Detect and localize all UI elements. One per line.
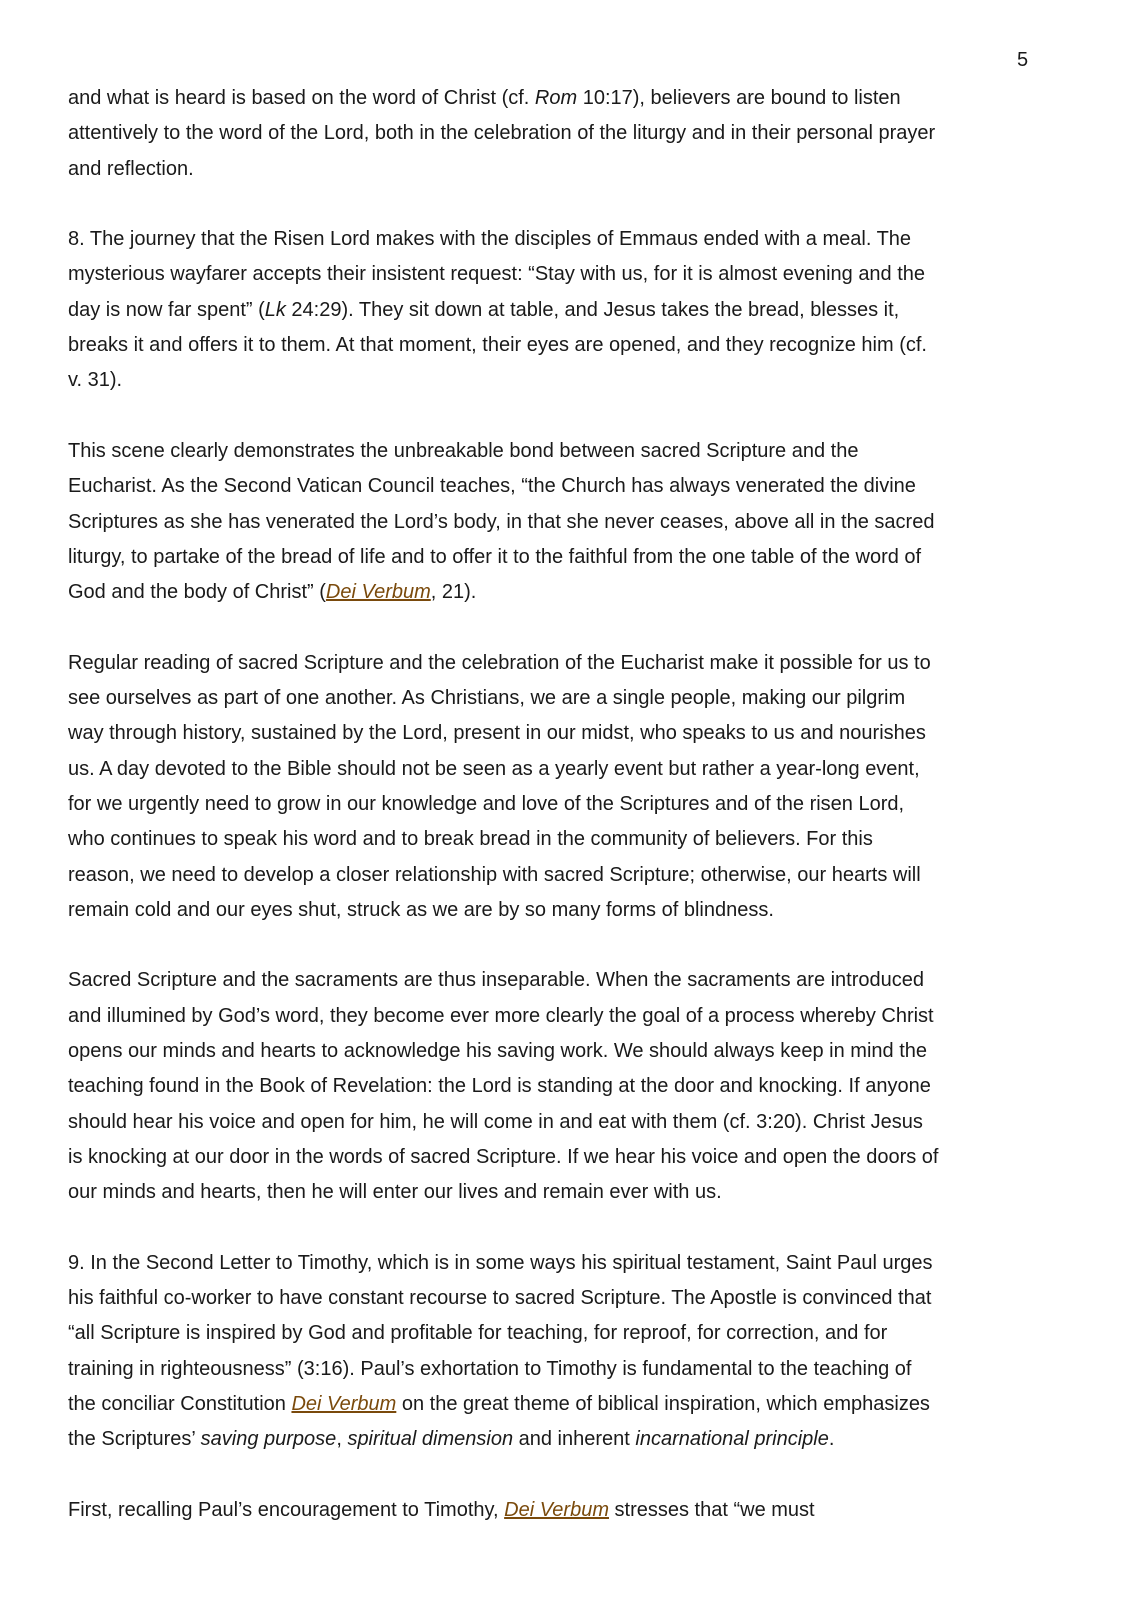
paragraph: Regular reading of sacred Scripture and the celebration of the Eucharist make it possible for us to see ourselves as part of one another. As Christians, we are a single people, making our pilgrim way through history, sustained by the Lord, present in our midst, who speaks to us and nourishes us. A day devoted to the Bible should not be seen as a yearly event but rather a year-long event, for we urgently need to grow in our knowledge and love of the Scriptures and of the risen Lord, who continues to speak his word and to break bread in the community of believers. For this reason, we need to develop a closer relationship with sacred Scripture; otherwise, our hearts will remain cold and our eyes shut, struck as we are by so many forms of blindness. bbox=[68, 651, 931, 921]
text-run: . bbox=[828, 1428, 835, 1451]
text-run: and inherent bbox=[513, 1428, 636, 1451]
paragraph: Sacred Scripture and the sacraments are thus inseparable. When the sacraments are introduced and illumined by God’s word, they become ever more clearly the goal of a process whereby Christ opens our minds and hearts to acknowledge his saving work. We should always keep in mind the teaching found in the Book of Revelation: the Lord is standing at the door and knocking. If anyone should hear his voice and open for him, he will come in and eat with them (cf. 3:20). Christ Jesus is knocking at our door in the words of sacred Scripture. If we hear his voice and open the doors of our minds and hearts, then he will enter our lives and remain ever with us. bbox=[68, 969, 939, 1204]
paragraph bbox=[68, 1493, 1068, 1528]
text-run: on the great theme of biblical inspiration, which emphasizes the Scriptures’ bbox=[68, 1392, 930, 1451]
text-run: First, recalling Paul’s encouragement to Timothy, bbox=[68, 1498, 505, 1521]
text-run: , 21). bbox=[430, 581, 477, 604]
document-body bbox=[68, 81, 1068, 1528]
paragraph bbox=[68, 1246, 1068, 1458]
text-run: 8. The journey that the Risen Lord makes with the disciples of Emmaus ended with a meal. The mysterious wayfarer accepts their insistent request: “Stay with us, for it is almost evening and the day is now far spent” ( bbox=[68, 228, 926, 321]
text-run: stresses that “we must bbox=[608, 1498, 815, 1521]
dei-verbum-link[interactable]: Dei Verbum bbox=[291, 1392, 397, 1415]
page-number: 5 bbox=[1017, 49, 1029, 71]
text-run: 10:17), believers are bound to listen attentively to the word of the Lord, both in the celebration of the liturgy and in their personal prayer and reflection. bbox=[68, 87, 936, 180]
text-run: and what is heard is based on the word of Christ (cf. bbox=[68, 87, 535, 109]
emphasis: saving purpose bbox=[200, 1428, 337, 1451]
paragraph bbox=[68, 434, 1068, 610]
text-run: , bbox=[336, 1428, 348, 1451]
emphasis: incarnational principle bbox=[635, 1428, 829, 1451]
scripture-reference: Rom bbox=[534, 87, 578, 109]
emphasis: spiritual dimension bbox=[347, 1428, 514, 1451]
text-run: 24:29). They sit down at table, and Jesus takes the bread, blesses it, breaks it and offers it to them. At that moment, their eyes are opened, and they recognize him (cf. v. 31). bbox=[68, 298, 927, 392]
paragraph bbox=[68, 222, 1068, 398]
paragraph bbox=[68, 81, 1068, 187]
dei-verbum-link[interactable]: Dei Verbum bbox=[325, 581, 431, 604]
scripture-reference: Lk bbox=[264, 298, 286, 321]
text-run: 9. In the Second Letter to Timothy, which is in some ways his spiritual testament, Saint Paul urges his faithful co-worker to have constant recourse to sacred Scripture. The Apostle is convinced that “all Scripture is inspired by God and profitable for teaching, for reproof, for correction, and for training in righteousness” (3:16). Paul’s exhortation to Timothy is fundamental to the teaching of the conciliar Constitution bbox=[68, 1251, 933, 1415]
dei-verbum-link[interactable]: Dei Verbum bbox=[504, 1498, 609, 1521]
text-run: This scene clearly demonstrates the unbreakable bond between sacred Scripture and the Eucharist. As the Second Vatican Council teaches, “the Church has always venerated the divine Scriptures as she has venerated the Lord’s body, in that she never ceases, above all in the sacred liturgy, to partake of the bread of life and to offer it to the faithful from the one table of the word of God and the body of Christ” ( bbox=[68, 439, 935, 604]
